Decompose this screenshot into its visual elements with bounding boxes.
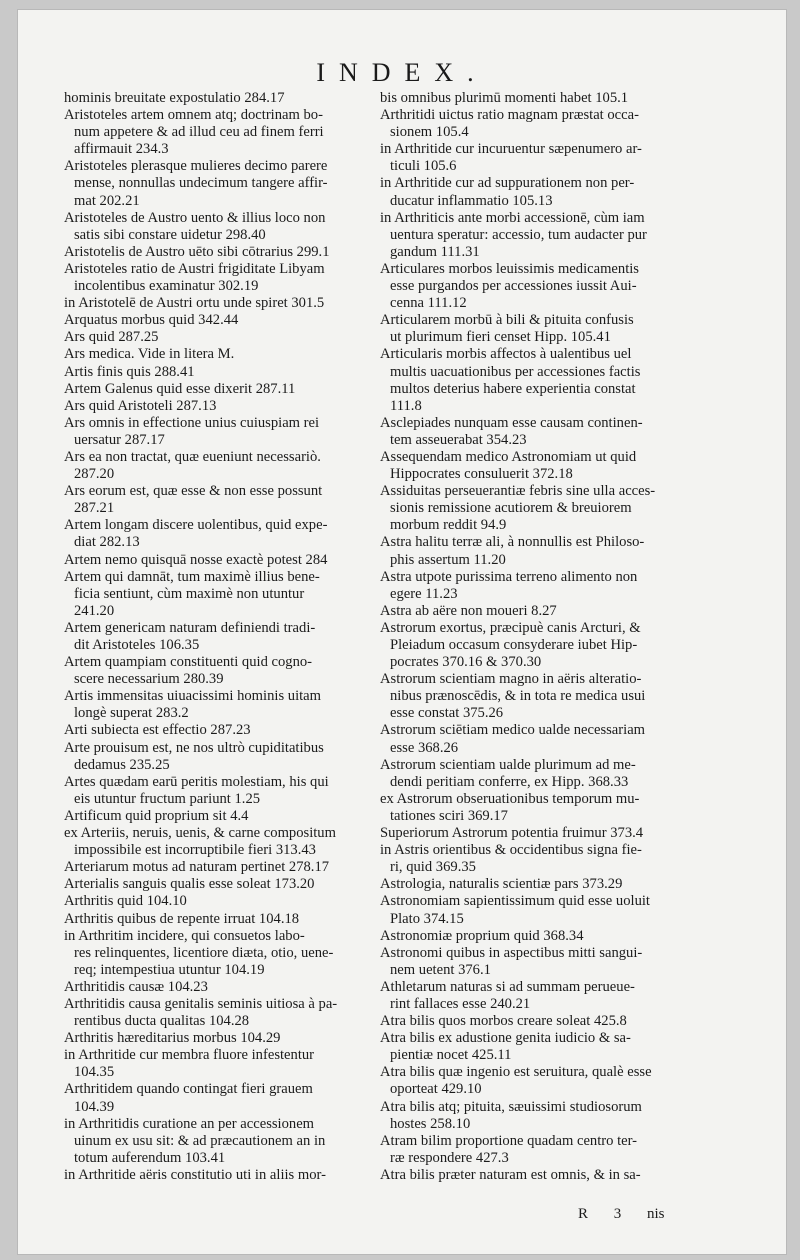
index-entry [64,158,382,209]
index-entry-line: Ars omnis in effectione unius cuiuspiam rei [64,414,320,431]
index-entry-line: longè superat 283.2 [74,705,189,722]
index-entry-line: req; intempestiua utuntur 104.19 [74,961,265,978]
index-entry [64,740,382,774]
index-entry [380,415,706,449]
index-entry-line: Arthritidis causa genitalis seminis uitiosa à pa- [64,995,338,1012]
index-entry-line: ex Arteriis, neruis, uenis, & carne compositum [64,825,336,842]
index-entry-line: Ars eorum est, quæ esse & non esse possunt [64,483,323,500]
index-entry [64,569,382,620]
index-entry-line: totum auferendum 103.41 [74,1149,226,1166]
index-entry-line: Artem genericam naturam definiendi tradi- [64,619,316,636]
index-entry-line: Artem qui damnāt, tum maximè illius bene- [64,568,320,585]
index-entry [64,825,382,859]
index-entry [64,893,382,910]
index-entry-line: egere 11.23 [390,585,458,602]
index-entry-line: nem uetent 376.1 [390,961,491,978]
index-entry-line: in Arthritide aëris constitutio uti in aliis mor- [64,1166,326,1183]
index-entry-line: cenna 111.12 [390,295,467,312]
index-entry-line: eis utuntur fructum pariunt 1.25 [74,790,261,807]
index-entry [380,722,706,756]
index-entry-line: dedamus 235.25 [74,756,170,773]
index-entry-line: esse constat 375.26 [390,705,504,722]
index-entry-line: in Arthritide cur membra fluore infestentur [64,1047,315,1064]
index-entry [64,381,382,398]
index-entry [380,1030,706,1064]
index-entry-line: Artis finis quis 288.41 [64,363,195,380]
index-entry-line: morbum reddit 94.9 [390,517,507,534]
index-entry-line: Atra bilis præter naturam est omnis, & in sa- [380,1166,641,1183]
page-footer [578,1206,665,1223]
index-entry-line: Aristoteles artem omnem atq; doctrinam bo- [64,107,323,124]
index-entry [380,1167,706,1184]
index-entry [380,791,706,825]
index-entry [64,808,382,825]
index-entry [380,620,706,671]
index-entry-line: Arteriarum motus ad naturam pertinet 278.17 [64,859,330,876]
index-entry-line: Astrologia, naturalis scientiæ pars 373.29 [380,876,623,893]
index-entry-line: num appetere & ad illud ceu ad finem ferri [74,124,324,141]
index-entry-line: in Arthritidis curatione an per accessionem [64,1115,315,1132]
index-entry-line: in Arthritim incidere, qui consuetos labo- [64,927,305,944]
index-entry [380,876,706,893]
index-entry-line: Astronomi quibus in aspectibus mitti sangui- [380,944,643,961]
index-entry-line: pocrates 370.16 & 370.30 [390,654,542,671]
index-entry-line: Astronomiam sapientissimum quid esse uoluit [380,893,650,910]
index-entry [380,1099,706,1133]
index-entry [64,517,382,551]
index-entry [380,825,706,842]
index-entry-line: Articularis morbis affectos à ualentibus uel [380,346,632,363]
index-entry-line: 241.20 [74,602,115,619]
index-entry [380,893,706,927]
index-entry-line: Arthritidi uictus ratio magnam præstat occa- [380,107,639,124]
index-entry-line: in Aristotelē de Austri ortu unde spiret 301.5 [64,295,325,312]
index-entry [64,210,382,244]
index-entry-line: ficia sentiunt, cùm maximè non utuntur [74,585,305,602]
index-entry-line: 104.35 [74,1064,115,1081]
index-entry-line: in Arthriticis ante morbi accessionē, cùm iam [380,209,645,226]
index-entry [64,552,382,569]
index-entry [64,722,382,739]
index-entry-line: ticuli 105.6 [390,158,457,175]
index-entry-line: Aristoteles de Austro uento & illius loco non [64,209,326,226]
index-entry [64,483,382,517]
index-entry-line: in Astris orientibus & occidentibus signa fie- [380,842,642,859]
index-entry-line: ex Astrorum obseruationibus temporum mu- [380,790,640,807]
index-entry-line: Aristoteles ratio de Austri frigiditate Libyam [64,260,325,277]
index-entry-line: Arthritis quibus de repente irruat 104.18 [64,910,300,927]
index-entry-line: mat 202.21 [74,192,140,209]
index-entry [380,534,706,568]
index-entry-line: uentura speratur: accessio, tum audacter pur [390,226,647,243]
index-entry-line: Astrorum scientiam ualde plurimum ad me- [380,756,636,773]
index-entry-line: Astra ab aëre non moueri 8.27 [380,602,557,619]
index-entry-line: Atra bilis atq; pituita, sæuissimi studiosorum [380,1098,642,1115]
page-header: INDEX. [316,58,488,87]
index-entry [380,90,706,107]
index-entry-line: Arterialis sanguis qualis esse soleat 173.20 [64,876,315,893]
index-entry [64,996,382,1030]
index-entry [64,449,382,483]
signature-mark: R 3 [578,1206,622,1222]
index-entry [380,671,706,722]
index-entry [64,90,382,107]
index-entry-line: Ars quid Aristoteli 287.13 [64,397,217,414]
index-entry [380,945,706,979]
index-entry [380,483,706,534]
index-entry [64,244,382,261]
index-entry-line: multos deterius habere experientia constat [390,380,636,397]
index-entry [64,911,382,928]
index-entry [380,1064,706,1098]
index-entry [380,312,706,346]
index-entry-line: Assiduitas perseuerantiæ febris sine ulla acces- [380,483,656,500]
index-entry-line: Arthritidis causæ 104.23 [64,978,208,995]
index-entry-line: Arthritidem quando contingat fieri grauem [64,1081,313,1098]
index-entry-line: Arthritis hæreditarius morbus 104.29 [64,1030,281,1047]
index-entry-line: mense, nonnullas undecimum tangere affir- [74,175,328,192]
index-entry [64,979,382,996]
index-entry-line: Atra bilis ex adustione genita iudicio & sa- [380,1030,631,1047]
left-column [64,90,382,1184]
index-entry-line: Artes quædam earū peritis molestiam, his qui [64,773,329,790]
index-entry [380,107,706,141]
index-entry-line: tationes sciri 369.17 [390,807,508,824]
catchword: nis [647,1206,665,1222]
index-entry-line: Arquatus morbus quid 342.44 [64,312,239,329]
index-entry-line: esse 368.26 [390,739,459,756]
index-entry [380,928,706,945]
index-entry-line: affirmauit 234.3 [74,141,169,158]
index-entry-line: Astrorum scientiam magno in aëris alteratio- [380,671,642,688]
index-entry [64,1047,382,1081]
index-entry [380,346,706,414]
index-entry-line: 111.8 [390,397,422,414]
index-entry [380,1013,706,1030]
index-entry-line: oporteat 429.10 [390,1081,482,1098]
index-entry-line: Aristoteles plerasque mulieres decimo parere [64,158,328,175]
index-entry-line: uinum ex usu sit: & ad præcautionem an in [74,1132,326,1149]
index-entry-line: nibus prænoscēdis, & in tota re medica usui [390,688,646,705]
index-entry-line: rint fallaces esse 240.21 [390,995,531,1012]
index-entry [380,210,706,261]
index-entry [64,1081,382,1115]
index-entry [380,757,706,791]
index-entry [64,107,382,158]
index-entry-line: tem asseuerabat 354.23 [390,431,527,448]
index-entry [380,261,706,312]
index-entry-line: Pleiadum occasum consyderare iubet Hip- [390,637,638,653]
index-entry-line: scere necessarium 280.39 [74,671,224,688]
index-entry-line: ræ respondere 427.3 [390,1149,509,1166]
index-entry-line: Arti subiecta est effectio 287.23 [64,722,251,739]
index-entry [64,859,382,876]
index-entry-line: ducatur inflammatio 105.13 [390,192,553,209]
index-entry-line: Ars ea non tractat, quæ eueniunt necessariò. [64,448,321,465]
index-entry [64,654,382,688]
index-entry-line: ri, quid 369.35 [390,859,476,876]
index-entry [64,876,382,893]
index-entry-line: Articulares morbos leuissimis medicamentis [380,260,639,277]
index-entry-line: Artem quampiam constituenti quid cogno- [64,654,313,671]
index-entry-line: Astra utpote purissima terreno alimento non [380,568,638,585]
index-entry-line: Arthritis quid 104.10 [64,893,187,910]
index-entry-line: gandum 111.31 [390,243,480,260]
index-entry [64,312,382,329]
index-entry-line: Ars quid 287.25 [64,329,159,346]
index-entry-line: Astrorum sciētiam medico ualde necessariam [380,722,646,739]
index-entry [64,1030,382,1047]
index-entry-line: Articularem morbū à bili & pituita confusis [380,312,634,329]
index-entry-line: 104.39 [74,1098,115,1115]
index-entry-line: Atram bilim proportione quadam centro ter- [380,1132,638,1149]
index-entry [380,979,706,1013]
index-entry-line: esse purgandos per accessiones iussit Aui- [390,278,637,295]
index-entry-line: rentibus ducta qualitas 104.28 [74,1013,250,1030]
index-entry-line: Athletarum naturas si ad summam perueue- [380,978,635,995]
index-entry-line: hominis breuitate expostulatio 284.17 [64,90,285,106]
index-entry [64,774,382,808]
index-entry-line: uersatur 287.17 [74,431,165,448]
index-entry-line: sionem 105.4 [390,124,469,141]
index-entry [64,329,382,346]
index-entry-line: Atra bilis quos morbos creare soleat 425.8 [380,1013,627,1030]
index-entry-line: dendi peritiam conferre, ex Hipp. 368.33 [390,773,629,790]
index-entry [64,620,382,654]
index-entry [380,449,706,483]
index-entry-line: dit Aristoteles 106.35 [74,637,200,653]
index-entry-line: 287.21 [74,500,115,517]
index-entry-line: Astrorum exortus, præcipuè canis Arcturi, & [380,619,641,636]
index-entry [380,141,706,175]
index-entry [380,569,706,603]
index-entry [64,295,382,312]
index-entry-line: Artem nemo quisquā nosse exactè potest 284 [64,551,328,568]
index-entry [64,346,382,363]
index-entry-line: in Arthritide cur ad suppurationem non per- [380,175,635,192]
index-entry [380,1133,706,1167]
index-entry-line: Aristotelis de Austro uēto sibi cōtrarius 299.1 [64,243,330,260]
index-entry [64,688,382,722]
index-entry-line: Artem longam discere uolentibus, quid expe- [64,517,328,534]
index-entry-line: Artem Galenus quid esse dixerit 287.11 [64,380,296,397]
index-entry-line: bis omnibus plurimū momenti habet 105.1 [380,90,629,106]
index-entry [64,1116,382,1167]
index-entry-line: Artificum quid proprium sit 4.4 [64,807,249,824]
index-entry-line: Ars medica. Vide in litera M. [64,346,235,363]
index-page [18,10,786,1254]
index-entry [64,261,382,295]
index-entry-line: Atra bilis quæ ingenio est seruitura, qualè esse [380,1064,652,1081]
index-entry-line: phis assertum 11.20 [390,551,506,568]
index-entry [64,415,382,449]
index-entry-line: ut plurimum fieri censet Hipp. 105.41 [390,329,611,346]
index-entry-line: Arte prouisum est, ne nos ultrò cupiditatibus [64,739,324,756]
index-entry [64,1167,382,1184]
index-entry-line: Plato 374.15 [390,910,464,927]
index-entry-line: in Arthritide cur incuruentur sæpenumero ar- [380,141,642,158]
index-entry [380,175,706,209]
index-entry-line: Artis immensitas uiuacissimi hominis uitam [64,688,322,705]
index-entry-line: Astra halitu terræ ali, à nonnullis est Philoso- [380,534,645,551]
index-entry-line: res relinquentes, licentiore diæta, otio, uene- [74,944,334,961]
index-entry-line: Hippocrates consuluerit 372.18 [390,466,573,483]
index-entry [64,928,382,979]
index-entry-line: diat 282.13 [74,534,140,551]
index-entry-line: Astronomiæ proprium quid 368.34 [380,927,584,944]
right-column [380,90,706,1184]
index-entry-line: incolentibus examinatur 302.19 [74,278,259,295]
index-entry-line: Asclepiades nunquam esse causam continen- [380,414,643,431]
index-entry-line: pientiæ nocet 425.11 [390,1047,512,1064]
index-entry [64,398,382,415]
index-entry-line: hostes 258.10 [390,1115,471,1132]
index-entry-line: impossibile est incorruptibile fieri 313.43 [74,842,316,859]
index-entry [64,364,382,381]
index-entry-line: satis sibi constare uidetur 298.40 [74,226,266,243]
index-entry-line: Superiorum Astrorum potentia fruimur 373.4 [380,825,644,842]
index-entry-line: multis uacuationibus per accessiones factis [390,363,641,380]
index-entry [380,842,706,876]
index-entry-line: 287.20 [74,466,115,483]
index-entry [380,603,706,620]
index-entry-line: Assequendam medico Astronomiam ut quid [380,448,637,465]
index-entry-line: sionis remissione acutiorem & breuiorem [390,500,632,517]
